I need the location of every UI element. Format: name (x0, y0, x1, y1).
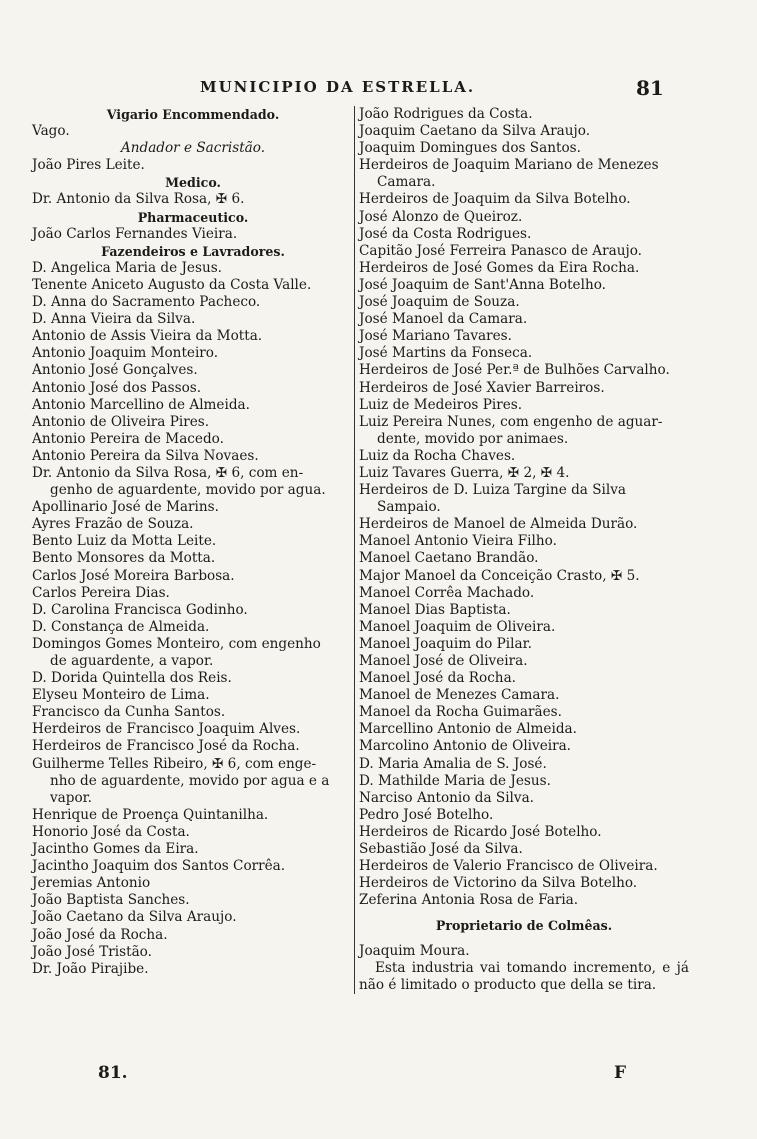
list-item: Manoel Antonio Vieira Filho. (359, 533, 557, 550)
list-item-rosa-cont: genho de aguardente, movido por agua. (50, 482, 326, 499)
list-item: Manoel Corrêa Machado. (359, 584, 535, 601)
list-item: Joaquim Domingues dos Santos. (359, 140, 581, 157)
page-header (0, 78, 757, 102)
list-item: Jeremias Antonio (32, 875, 151, 892)
list-item: D. Anna Vieira da Silva. (32, 311, 196, 328)
colmeas-text: Esta industria vai tomando incremento, e já não é limitado o producto que della se tira. (359, 959, 689, 993)
right-entries-b (359, 191, 689, 413)
list-item: Carlos Pereira Dias. (32, 584, 170, 601)
list-item: Manoel Caetano Brandão. (359, 550, 539, 567)
list-item: Carlos José Moreira Barbosa. (32, 567, 235, 584)
list-item: José Martins da Fonseca. (359, 345, 533, 362)
list-item: José Alonzo de Queiroz. (359, 208, 523, 225)
list-item-herd-luiza-cont: Sampaio. (377, 499, 441, 516)
list-item: D. Maria Amalia de S. José. (359, 755, 547, 772)
list-item-herd-joaquim-cont: Camara. (377, 174, 436, 191)
list-item: Manoel José de Oliveira. (359, 653, 528, 669)
list-item: João Caetano da Silva Araujo. (32, 909, 237, 926)
list-item: José Manoel da Camara. (359, 311, 528, 328)
list-item: Marcolino Antonio de Oliveira. (359, 738, 572, 755)
list-item: João Rodrigues da Costa. (359, 106, 533, 122)
list-item: Narciso Antonio da Silva. (359, 789, 535, 806)
list-item: Antonio de Oliveira Pires. (32, 413, 210, 430)
list-item: Herdeiros de Ricardo José Botelho. (359, 823, 602, 840)
footer-signature-left: 81. (98, 1063, 128, 1083)
list-item: Herdeiros de Valerio Francisco de Oliveira. (359, 858, 658, 875)
list-item: Herdeiros de Victorino da Silva Botelho. (359, 875, 638, 892)
list-item-herd-luiza: Herdeiros de D. Luiza Targine da Silva (359, 482, 627, 499)
list-item: Tenente Aniceto Augusto da Costa Valle. (32, 276, 312, 293)
andador-name: João Pires Leite. (32, 157, 145, 174)
list-item: Manoel Dias Baptista. (359, 601, 511, 618)
right-column (354, 106, 689, 994)
list-item: Manoel de Menezes Camara. (359, 687, 560, 704)
footer-signature-right: F (614, 1063, 627, 1083)
left-entries-d (32, 807, 354, 978)
list-item: Herdeiros de Manoel de Almeida Durão. (359, 516, 638, 533)
list-item: José Mariano Tavares. (359, 328, 512, 345)
list-item: Apollinario José de Marins. (32, 499, 219, 516)
list-item: Herdeiros de Francisco Joaquim Alves. (32, 721, 301, 738)
spacer (359, 909, 689, 917)
spacer (359, 935, 689, 943)
list-item: José Joaquim de Souza. (359, 294, 520, 311)
list-item: Manoel Joaquim do Pilar. (359, 635, 532, 652)
vigario-heading: Vigario Encommendado. (106, 107, 280, 122)
list-item: D. Mathilde Maria de Jesus. (359, 772, 551, 789)
right-entries-d (359, 516, 689, 909)
list-item: Manoel José da Rocha. (359, 670, 516, 687)
list-item: João José da Rocha. (32, 926, 168, 943)
list-item-rosa: Dr. Antonio da Silva Rosa, ✠ 6, com en- (32, 464, 304, 481)
list-item-guilherme-cont2: vapor. (50, 789, 92, 806)
list-item: Marcellino Antonio de Almeida. (359, 721, 577, 738)
list-item: Jacintho Gomes da Eira. (32, 841, 199, 858)
list-item-domingos: Domingos Gomes Monteiro, com engenho (32, 635, 321, 652)
list-item: José da Costa Rodrigues. (359, 225, 532, 242)
list-item: Herdeiros de Francisco José da Rocha. (32, 738, 300, 755)
list-item: Antonio José dos Passos. (32, 379, 202, 396)
list-item: Capitão José Ferreira Panasco de Araujo. (359, 242, 642, 259)
pharmaceutico-name: João Carlos Fernandes Vieira. (32, 225, 238, 242)
list-item-luiz-nunes: Luiz Pereira Nunes, com engenho de aguar- (359, 413, 663, 430)
list-item: João Baptista Sanches. (32, 892, 190, 909)
list-item-herd-joaquim: Herdeiros de Joaquim Mariano de Menezes (359, 157, 659, 174)
vigario-name: Vago. (32, 123, 70, 140)
left-entries-a (32, 260, 354, 465)
andador-heading: Andador e Sacristão. (120, 140, 266, 157)
page-number: 81 (636, 76, 664, 100)
list-item: Antonio Pereira de Macedo. (32, 430, 224, 447)
list-item: Herdeiros de Joaquim da Silva Botelho. (359, 191, 631, 208)
fazendeiros-heading: Fazendeiros e Lavradores. (101, 243, 285, 259)
list-item: João José Tristão. (32, 943, 152, 960)
list-item: Bento Monsores da Motta. (32, 550, 216, 567)
list-item: D. Carolina Francisca Godinho. (32, 601, 248, 618)
list-item: D. Anna do Sacramento Pacheco. (32, 294, 261, 311)
list-item-luiz-nunes-cont: dente, movido por animaes. (377, 430, 569, 447)
list-item-guilherme-cont: nho de aguardente, movido por agua e a (50, 772, 330, 789)
list-item: Herdeiros de José Gomes da Eira Rocha. (359, 259, 640, 276)
list-item: Zeferina Antonia Rosa de Faria. (359, 892, 579, 909)
list-item: Bento Luiz da Motta Leite. (32, 533, 217, 550)
list-item: Major Manoel da Conceição Crasto, ✠ 5. (359, 567, 640, 584)
list-item: Antonio de Assis Vieira da Motta. (32, 328, 263, 345)
list-item: Francisco da Cunha Santos. (32, 704, 226, 721)
list-item: Herdeiros de José Per.ª de Bulhões Carvalho. (359, 362, 670, 379)
list-item: Henrique de Proença Quintanilha. (32, 806, 269, 823)
list-item: Antonio José Gonçalves. (32, 362, 198, 379)
list-item: Jacintho Joaquim dos Santos Corrêa. (32, 858, 286, 875)
list-item: Manoel Joaquim de Oliveira. (359, 618, 556, 635)
list-item: Antonio Pereira da Silva Novaes. (32, 447, 259, 464)
list-item: Antonio Marcellino de Almeida. (32, 396, 250, 413)
list-item-guilherme: Guilherme Telles Ribeiro, ✠ 6, com enge- (32, 755, 317, 772)
left-entries-b (32, 499, 354, 636)
pharmaceutico-heading: Pharmaceutico. (137, 209, 249, 225)
list-item: D. Dorida Quintella dos Reis. (32, 670, 232, 687)
list-item: Manoel da Rocha Guimarães. (359, 704, 562, 721)
colmeas-heading: Proprietario de Colmêas. (435, 918, 613, 934)
left-entries-c (32, 670, 354, 755)
list-item: José Joaquim de Sant'Anna Botelho. (359, 276, 606, 293)
list-item: Herdeiros de José Xavier Barreiros. (359, 379, 605, 396)
list-item: Sebastião José da Silva. (359, 841, 523, 858)
list-item: Joaquim Caetano da Silva Araujo. (359, 123, 591, 140)
medico-name: Dr. Antonio da Silva Rosa, ✠ 6. (32, 191, 245, 208)
list-item: Dr. João Pirajibe. (32, 960, 149, 977)
list-item: D. Angelica Maria de Jesus. (32, 259, 222, 276)
list-item: Ayres Frazão de Souza. (32, 516, 194, 533)
medico-heading: Medico. (165, 175, 221, 191)
list-item: Honorio José da Costa. (32, 823, 190, 840)
list-item-domingos-cont: de aguardente, a vapor. (50, 653, 214, 669)
list-item: Elyseu Monteiro de Lima. (32, 687, 210, 704)
page-title: MUNICIPIO DA ESTRELLA. (200, 78, 476, 96)
left-column (32, 106, 354, 978)
list-item: Luiz da Rocha Chaves. (359, 447, 516, 464)
list-item: Pedro José Botelho. (359, 806, 494, 823)
list-item: Luiz Tavares Guerra, ✠ 2, ✠ 4. (359, 464, 570, 481)
list-item: D. Constança de Almeida. (32, 618, 210, 635)
colmeas-name: Joaquim Moura. (359, 942, 470, 959)
list-item: Antonio Joaquim Monteiro. (32, 345, 219, 362)
list-item: Luiz de Medeiros Pires. (359, 396, 523, 413)
